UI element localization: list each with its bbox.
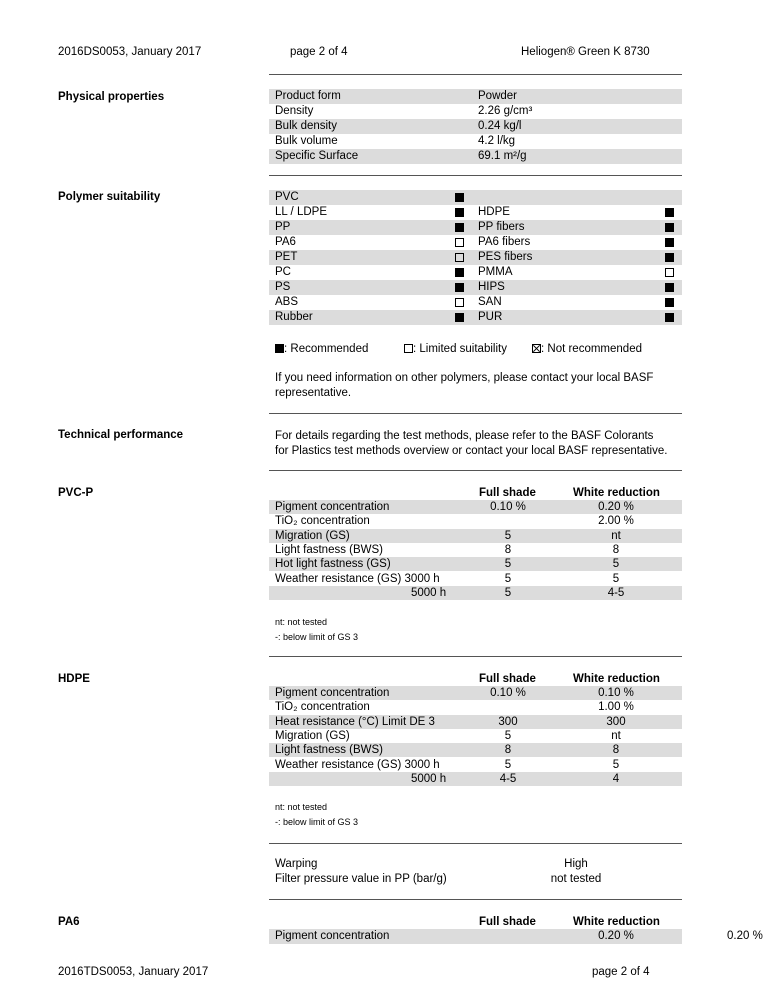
pvcp-row-label: 5000 h	[411, 586, 447, 599]
polymer-name-left: LL / LDPE	[275, 206, 327, 218]
pvcp-row-full-shade: 8	[504, 543, 512, 556]
polymer-name-left: PS	[275, 281, 291, 293]
suitability-square-icon	[455, 298, 464, 307]
polymer-row	[269, 265, 682, 280]
polymer-row	[269, 250, 682, 265]
hdpe-row	[269, 729, 682, 743]
suitability-square-icon	[455, 193, 464, 202]
divider	[269, 470, 682, 471]
polymer-name-left: PP	[275, 221, 291, 233]
hdpe-col-white-reduction: White reduction	[573, 673, 660, 685]
polymer-name-right: PA6 fibers	[478, 236, 531, 248]
physical-row-value: 69.1 m²/g	[478, 150, 527, 162]
polymer-row	[269, 190, 682, 205]
polymer-note-line1: If you need information on other polymers, please contact your local BASF	[275, 372, 654, 384]
polymer-row	[269, 235, 682, 250]
pvcp-row-white-reduction: 0.20 %	[598, 501, 634, 513]
hdpe-row	[269, 715, 682, 729]
pvcp-row	[269, 557, 682, 571]
pvcp-row-full-shade: 5	[504, 572, 512, 585]
divider	[269, 74, 682, 75]
polymer-note	[275, 371, 653, 401]
warping-label: Warping	[275, 858, 318, 870]
pvcp-note-below-limit: -: below limit of GS 3	[275, 632, 359, 642]
divider	[269, 899, 682, 900]
pvcp-row-full-shade: 0.10 %	[490, 501, 526, 513]
pvcp-row-full-shade: 5	[504, 558, 512, 571]
suitability-square-icon	[455, 268, 464, 277]
divider	[269, 413, 682, 414]
suitability-square-icon	[665, 298, 674, 307]
legend-recommended: : Recommended	[284, 343, 369, 355]
physical-row-value: 2.26 g/cm³	[478, 105, 533, 117]
section-label-polymer: Polymer suitability	[58, 191, 161, 203]
polymer-row	[269, 280, 682, 295]
physical-row-label: Density	[275, 105, 314, 117]
footer-page-number: page 2 of 4	[592, 966, 650, 978]
polymer-name-left: Rubber	[275, 311, 313, 323]
not-recommended-square-icon	[532, 344, 541, 353]
hdpe-row-white-reduction: 8	[612, 744, 620, 757]
legend	[275, 343, 368, 355]
section-label-physical: Physical properties	[58, 91, 165, 103]
polymer-name-left: PET	[275, 251, 298, 263]
physical-row	[269, 89, 682, 104]
hdpe-row-white-reduction: 0.10 %	[598, 687, 634, 699]
polymer-name-right: HDPE	[478, 206, 510, 218]
header-doc-id: 2016DS0053, January 2017	[58, 46, 202, 58]
suitability-square-icon	[665, 313, 674, 322]
polymer-name-right: HIPS	[478, 281, 505, 293]
polymer-name-right: SAN	[478, 296, 502, 308]
pa6-row-white-reduction: 0.20 %	[598, 930, 634, 942]
hdpe-row-full-shade: 0.10 %	[490, 687, 526, 699]
pvcp-col-full-shade: Full shade	[479, 487, 536, 499]
physical-row-value: 0.24 kg/l	[478, 120, 522, 132]
pvcp-row-full-shade: 5	[504, 586, 512, 599]
pa6-row-label: Pigment concentration	[275, 930, 390, 942]
physical-row-value: Powder	[478, 90, 517, 102]
suitability-square-icon	[455, 238, 464, 247]
legend-limited-item	[404, 343, 507, 355]
pa6-col-full-shade: Full shade	[479, 916, 536, 928]
polymer-note-line2: representative.	[275, 387, 352, 399]
suitability-square-icon	[665, 208, 674, 217]
hdpe-row-full-shade: 300	[498, 715, 518, 728]
hdpe-row	[269, 758, 682, 772]
pvcp-row	[269, 500, 682, 514]
physical-row-label: Specific Surface	[275, 150, 359, 162]
pvcp-row	[269, 586, 682, 600]
physical-row	[269, 134, 682, 149]
polymer-name-right: PMMA	[478, 266, 513, 278]
suitability-square-icon	[665, 253, 674, 262]
pa6-col-white-reduction: White reduction	[573, 916, 660, 928]
pvcp-row-white-reduction: 2.00 %	[598, 515, 634, 528]
section-label-pa6: PA6	[58, 916, 80, 928]
suitability-square-icon	[665, 283, 674, 292]
pvcp-row-white-reduction: nt	[611, 529, 621, 542]
polymer-name-left: ABS	[275, 296, 299, 308]
hdpe-row-full-shade: 8	[504, 744, 512, 757]
hdpe-row	[269, 772, 682, 786]
filter-pressure-label: Filter pressure value in PP (bar/g)	[275, 873, 447, 885]
recommended-square-icon	[275, 344, 284, 353]
pvcp-row	[269, 514, 682, 528]
pvcp-row-label: Light fastness (BWS)	[275, 543, 384, 556]
divider	[269, 656, 682, 657]
header-page-number: page 2 of 4	[290, 46, 348, 58]
hdpe-row-label: Migration (GS)	[275, 729, 350, 742]
pvcp-row	[269, 529, 682, 543]
hdpe-row	[269, 686, 682, 700]
section-label-technical: Technical performance	[58, 429, 184, 441]
pvcp-row-label: TiO₂ concentration	[275, 515, 370, 528]
hdpe-row-label: Pigment concentration	[275, 687, 390, 699]
physical-row-value: 4.2 l/kg	[478, 135, 516, 147]
filter-pressure-value: not tested	[550, 873, 602, 885]
physical-row-label: Product form	[275, 90, 341, 102]
polymer-name-left: PA6	[275, 236, 296, 248]
hdpe-row	[269, 700, 682, 714]
suitability-square-icon	[455, 313, 464, 322]
pvcp-row-full-shade: 5	[504, 529, 512, 542]
physical-row-label: Bulk density	[275, 120, 338, 132]
pvcp-row-label: Migration (GS)	[275, 529, 350, 542]
polymer-row	[269, 310, 682, 325]
pvcp-row-white-reduction: 5	[612, 558, 620, 571]
pvcp-row	[269, 543, 682, 557]
pvcp-row-label: Hot light fastness (GS)	[275, 558, 391, 571]
pvcp-col-white-reduction: White reduction	[573, 487, 660, 499]
pvcp-row-white-reduction: 8	[612, 543, 620, 556]
physical-row-label: Bulk volume	[275, 135, 338, 147]
technical-line2: for Plastics test methods overview or contact your local BASF representative.	[275, 445, 668, 457]
polymer-name-left: PC	[275, 266, 291, 278]
hdpe-row-white-reduction: 5	[612, 758, 620, 771]
hdpe-row-label: Weather resistance (GS) 3000 h	[275, 758, 440, 771]
hdpe-row-full-shade: 5	[504, 758, 512, 771]
polymer-row	[269, 220, 682, 235]
hdpe-row-white-reduction: 1.00 %	[598, 701, 634, 714]
hdpe-row-label: 5000 h	[411, 772, 447, 785]
pvcp-row-white-reduction: 5	[612, 572, 620, 585]
legend-not-recommended-item	[532, 343, 642, 355]
hdpe-row-label: TiO₂ concentration	[275, 701, 370, 714]
suitability-square-icon	[455, 208, 464, 217]
pvcp-row	[269, 572, 682, 586]
limited-square-icon	[404, 344, 413, 353]
legend-not-recommended: : Not recommended	[541, 343, 642, 355]
suitability-square-icon	[455, 223, 464, 232]
pvcp-row-label: Weather resistance (GS) 3000 h	[275, 572, 440, 585]
physical-row	[269, 149, 682, 164]
legend-limited: : Limited suitability	[413, 343, 507, 355]
hdpe-row-label: Heat resistance (°C) Limit DE 3	[275, 715, 435, 728]
footer-doc-id: 2016TDS0053, January 2017	[58, 966, 209, 978]
hdpe-note-nt: nt: not tested	[275, 802, 328, 812]
header-product-name: Heliogen® Green K 8730	[521, 46, 650, 58]
polymer-row	[269, 295, 682, 310]
polymer-name-left: PVC	[275, 191, 299, 203]
hdpe-row-full-shade: 4-5	[499, 772, 517, 785]
pa6-row-full-shade: 0.20 %	[727, 930, 763, 942]
pvcp-note-nt: nt: not tested	[275, 617, 328, 627]
warping-value: High	[564, 858, 588, 870]
polymer-row	[269, 205, 682, 220]
suitability-square-icon	[665, 268, 674, 277]
pvcp-row-label: Pigment concentration	[275, 501, 390, 513]
suitability-square-icon	[455, 283, 464, 292]
physical-row	[269, 119, 682, 134]
technical-text	[275, 429, 675, 459]
suitability-square-icon	[455, 253, 464, 262]
hdpe-row-white-reduction: 4	[612, 772, 620, 785]
suitability-square-icon	[665, 238, 674, 247]
hdpe-row-white-reduction: 300	[606, 715, 626, 728]
hdpe-row	[269, 743, 682, 757]
divider	[269, 843, 682, 844]
polymer-name-right: PP fibers	[478, 221, 525, 233]
hdpe-row-white-reduction: nt	[611, 729, 621, 742]
physical-row	[269, 104, 682, 119]
hdpe-row-label: Light fastness (BWS)	[275, 744, 384, 757]
divider	[269, 175, 682, 176]
section-label-hdpe: HDPE	[58, 673, 90, 685]
section-label-pvcp: PVC-P	[58, 487, 94, 499]
suitability-square-icon	[665, 223, 674, 232]
hdpe-col-full-shade: Full shade	[479, 673, 536, 685]
hdpe-row-full-shade: 5	[504, 729, 512, 742]
polymer-name-right: PUR	[478, 311, 503, 323]
pvcp-row-white-reduction: 4-5	[607, 586, 625, 599]
technical-line1: For details regarding the test methods, please refer to the BASF Colorants	[275, 430, 654, 442]
hdpe-note-below-limit: -: below limit of GS 3	[275, 817, 359, 827]
polymer-name-right: PES fibers	[478, 251, 533, 263]
